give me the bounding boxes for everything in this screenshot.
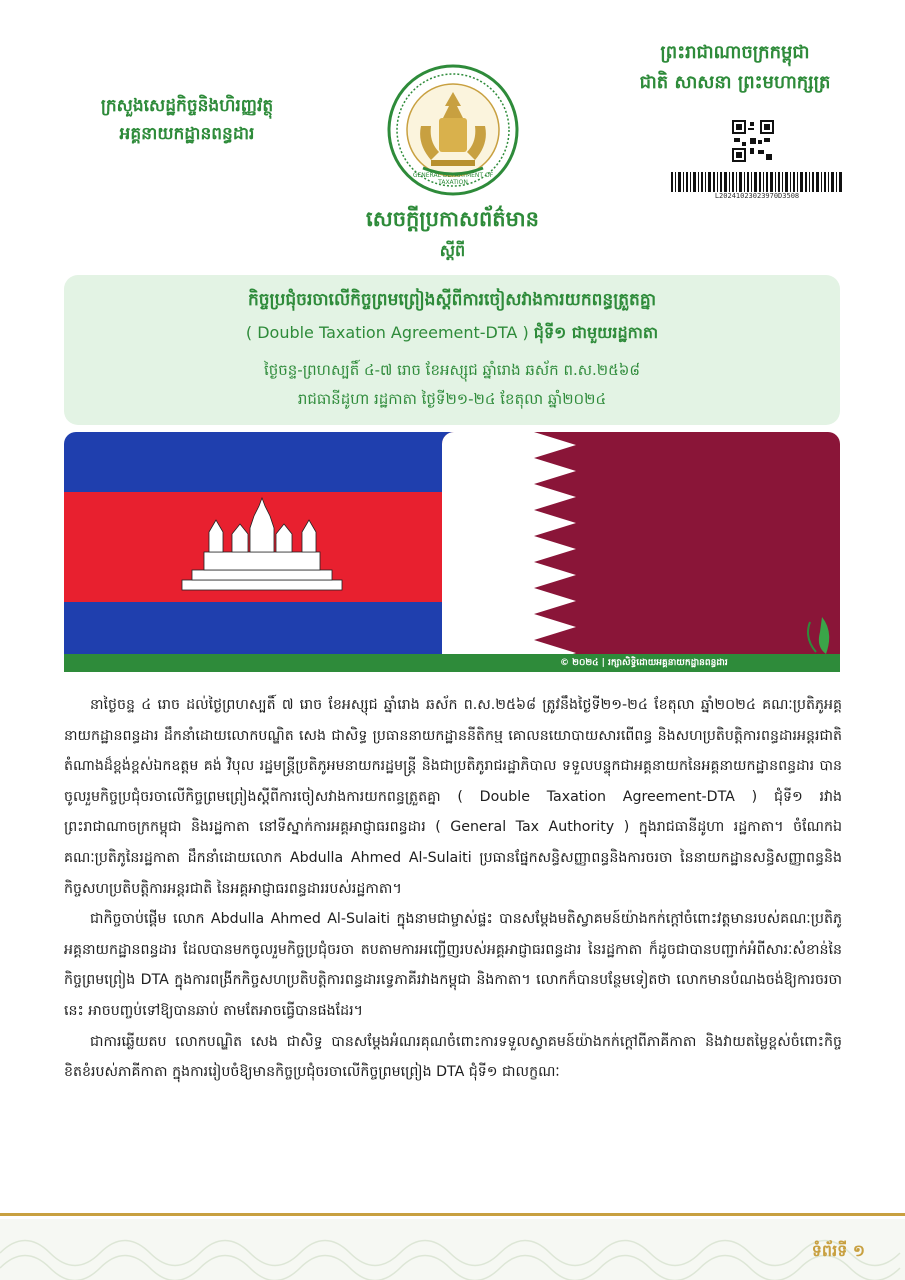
ministry-name: ក្រសួងសេដ្ឋកិច្ចនិងហិរញ្ញវត្ថុ <box>100 96 274 116</box>
qatar-flag <box>442 432 840 672</box>
article-body <box>64 690 842 1088</box>
national-motto: ជាតិ សាសនា ព្រះមហាក្សត្រ <box>639 72 831 93</box>
paragraph-2: ជាកិច្ចចាប់ផ្តើម លោក Abdulla Ahmed Al-Sulaiti ក្នុងនាមជាម្ចាស់ផ្ទះ បានសម្តែងមតិស្វាគមន៍យ៉ាងកក់ក្តៅចំពោះវត្តមានរបស់គណៈប្រតិភូអគ្គនាយកដ្ឋានពន្ធដារ ដែលបានមកចូលរួមកិច្ចប្រជុំចរចា តបតាមការអញ្ជើញរបស់អគ្គអាជ្ញាធរពន្ធដារ នៃរដ្ឋកាតា ក៏ដូចជាបានបញ្ជាក់អំពីសារៈសំខាន់នៃកិច្ចព្រមព្រៀង DTA ក្នុងការពង្រីកកិច្ចសហប្រតិបត្តិការពន្ធដារទ្វេភាគីរវាងកម្ពុជា និងកាតា។ លោកក៏បានបន្ថែមទៀតថា លោកមានបំណងចង់ឱ្យការចរចានេះ អាចបញ្ចប់ទៅឱ្យបានឆាប់ តាមតែអាចធ្វើបានផងដែរ។ <box>64 911 842 1019</box>
qr-code-icon[interactable] <box>732 120 774 162</box>
flags-banner <box>64 432 840 672</box>
barcode-number: L20241023023970D3508 <box>714 192 800 200</box>
flags-image <box>64 432 840 672</box>
headline-english: ( Double Taxation Agreement-DTA ) <box>245 323 529 342</box>
paragraph-1: នាថ្ងៃចន្ទ ៤ រោច ដល់ថ្ងៃព្រហស្បតិ៍ ៧ រោច ខែអស្សុជ ឆ្នាំរោង ឆស័ក ព.ស.២៥៦៨ ត្រូវនឹងថ្ងៃទី២១-២៤ ខែតុលា ឆ្នាំ២០២៤ គណៈប្រតិភូអគ្គនាយកដ្ឋានពន្ធដារ ដឹកនាំដោយលោកបណ្ឌិត សេង ជាសិទ្ធ ប្រធាននាយកដ្ឋាននីតិកម្ម គោលនយោបាយសារពើពន្ធ និងសហប្រតិបត្តិការពន្ធដារអន្តរជាតិ តំណាងដ៏ខ្ពង់ខ្ពស់ឯកឧត្តម គង់ វិបុល រដ្ឋមន្ត្រីប្រតិភូអមនាយករដ្ឋមន្ត្រី និងជាប្រតិភូរាជរដ្ឋាភិបាល ទទួលបន្ទុកជាអគ្គនាយកនៃអគ្គនាយកដ្ឋានពន្ធដារ បានចូលរួមកិច្ចប្រជុំចរចាលើកិច្ចព្រមព្រៀងស្តីពីការចៀសវាងការយកពន្ធត្រួតគ្នា ( Double Taxation Agreement-DTA ) ជុំទី១ រវាងព្រះរាជាណាចក្រកម្ពុជា និងរដ្ឋកាតា នៅទីស្នាក់ការអគ្គអាជ្ញាធរពន្ធដារ ( General Tax Authority ) ក្នុងរាជធានីដូហា រដ្ឋកាតា។ ចំណែកឯគណៈប្រតិភូនៃរដ្ឋកាតា ដឹកនាំដោយលោក Abdulla Ahmed Al-Sulaiti ប្រធានផ្នែកសន្ធិសញ្ញាពន្ធនិងការចរចា នៃនាយកដ្ឋានសន្ធិសញ្ញាពន្ធនិងកិច្ចសហប្រតិបត្តិការអន្តរជាតិ នៃអគ្គអាជ្ញាធរពន្ធដាររបស់រដ្ឋកាតា។ <box>64 697 842 897</box>
department-name: អគ្គនាយកដ្ឋានពន្ធដារ <box>119 124 255 144</box>
paragraph-3: ជាការឆ្លើយតប លោកបណ្ឌិត សេង ជាសិទ្ធ បានសម្តែងអំណរគុណចំពោះការទទួលស្វាគមន៍យ៉ាងកក់ក្តៅពីភាគីកាតា និងវាយតម្លៃខ្ពស់ចំពោះកិច្ចខិតខំរបស់ភាគីកាតា ក្នុងការរៀបចំឱ្យមានកិច្ចប្រជុំចរចាលើកិច្ចព្រមព្រៀង DTA ជុំទី១ ជាលក្ខណៈ <box>64 1033 842 1081</box>
kingdom-header <box>600 38 870 98</box>
photo-copyright: © ២០២៤ | រក្សាសិទ្ធិដោយអគ្គនាយកដ្ឋានពន្ធដារ <box>560 658 728 668</box>
kingdom-name: ព្រះរាជាណាចក្រកម្ពុជា <box>660 42 810 63</box>
headline-round: ជុំទី១ ជាមួយរដ្ឋកាតា <box>533 323 659 342</box>
headline-line-2 <box>64 322 840 346</box>
press-release-subtitle: ស្តីពី <box>439 241 466 260</box>
date-lunar: ថ្ងៃចន្ទ-ព្រហស្បតិ៍ ៤-៧ រោច ខែអស្សុជ ឆ្នាំរោង ឆស័ក ព.ស.២៥៦៨ <box>263 361 641 379</box>
emblem-text: GENERAL DEPARTMENT OF TAXATION <box>412 172 494 186</box>
cambodia-flag <box>64 432 464 662</box>
barcode-icon <box>671 172 843 192</box>
headline-banner <box>64 275 840 425</box>
headline-line-1: កិច្ចប្រជុំចរចាលើកិច្ចព្រមព្រៀងស្តីពីការចៀសវាងការយកពន្ធត្រួតគ្នា <box>247 290 657 310</box>
press-release-title: សេចក្តីប្រកាសព័ត៌មាន <box>366 207 539 231</box>
ministry-header <box>72 92 302 148</box>
page-number: ទំព័រទី ១ <box>811 1241 865 1260</box>
date-location: រាជធានីដូហា រដ្ឋកាតា ថ្ងៃទី២១-២៤ ខែតុលា ឆ្នាំ២០២៤ <box>297 390 607 408</box>
footer-ornament-pattern <box>0 1213 905 1280</box>
